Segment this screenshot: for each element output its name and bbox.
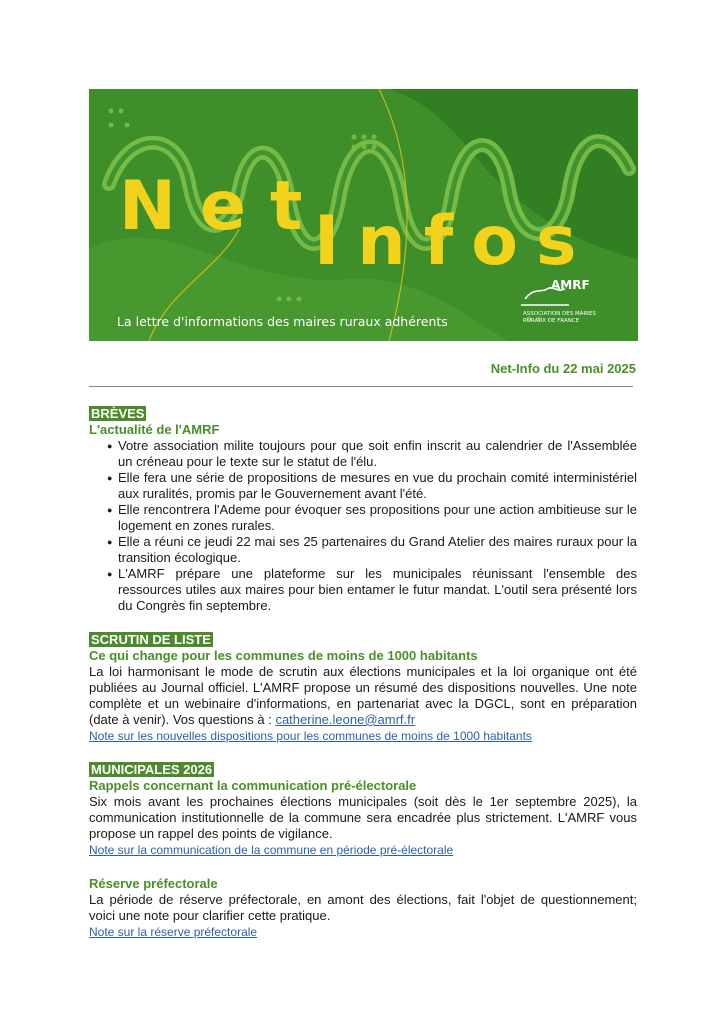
section-breves: [89, 406, 637, 614]
banner-title-infos: Infos: [314, 202, 595, 281]
section-subhead-reserve: Réserve préfectorale: [89, 876, 218, 891]
note-link-scrutin[interactable]: Note sur les nouvelles dispositions pour les communes de moins de 1000 habitants: [89, 729, 532, 743]
section-tag: BRÈVES: [91, 406, 145, 421]
section-body: [89, 664, 637, 728]
list-item: ● Elle rencontrera l'Ademe pour évoquer ses propositions pour une action ambitieuse sur le logement en zones rurales.: [89, 502, 637, 534]
logo-subtext-2: RURAUX DE FRANCE: [523, 318, 580, 324]
body-text: La loi harmonisant le mode de scrutin aux élections municipales et la loi organique ont été publiées au Journal officiel. L'AMRF propose un résumé des dispositions nouvelles. Une note complète et un webinaire d'informations, en partenariat avec la DGCL, sont en préparation (date à venir). Vos questions à :: [89, 664, 637, 727]
logo-subtext-1: ASSOCIATION DES MAIRES: [523, 311, 596, 317]
list-item: ● L'AMRF prépare une plateforme sur les municipales réunissant l'ensemble des ressources utiles aux maires pour bien entamer le futur mandat. L'outil sera présenté lors du Congrès fin septembre.: [89, 566, 637, 614]
issue-dateline: Net-Info du 22 mai 2025: [490, 361, 636, 376]
divider: [89, 386, 633, 387]
section-body: Six mois avant les prochaines élections municipales (soit dès le 1er septembre 2025), la communication institutionnelle de la commune sera encadrée plus strictement. L'AMRF vous propose un rappel des points de vigilance.: [89, 794, 637, 841]
list-item: ● Elle a réuni ce jeudi 22 mai ses 25 partenaires du Grand Atelier des maires ruraux pour la transition écologique.: [89, 534, 637, 566]
banner-title-net: Net: [119, 167, 327, 246]
newsletter-banner: [89, 89, 638, 341]
section-tag: MUNICIPALES 2026: [91, 762, 213, 777]
section-subhead: L'actualité de l'AMRF: [89, 422, 220, 437]
list-item: ● Votre association milite toujours pour que soit enfin inscrit au calendrier de l'Assemblée un créneau pour le texte sur le statut de l'élu.: [89, 438, 637, 470]
section-tag: SCRUTIN DE LISTE: [91, 632, 211, 647]
list-item: ● Elle fera une série de propositions de mesures en vue du prochain comité interministériel aux ruralités, promis par le Gouvernement avant l'été.: [89, 470, 637, 502]
section-municipales: [89, 762, 637, 940]
newsletter-content: [89, 406, 637, 940]
note-link-communication[interactable]: Note sur la communication de la commune en période pré-électorale: [89, 843, 454, 857]
note-link-reserve[interactable]: Note sur la réserve préfectorale: [89, 925, 258, 939]
section-subhead: Rappels concernant la communication pré-électorale: [89, 778, 417, 793]
contact-email-link[interactable]: catherine.leone@amrf.fr: [275, 712, 416, 727]
section-subhead: Ce qui change pour les communes de moins de 1000 habitants: [89, 648, 478, 663]
bullet-list: [89, 438, 637, 614]
section-body-reserve: La période de réserve préfectorale, en amont des élections, fait l'objet de questionnement; voici une note pour clarifier cette pratique.: [89, 892, 637, 923]
section-scrutin: [89, 632, 637, 744]
logo-text: AMRF: [551, 278, 590, 292]
banner-tagline: La lettre d'informations des maires ruraux adhérents: [117, 314, 448, 329]
